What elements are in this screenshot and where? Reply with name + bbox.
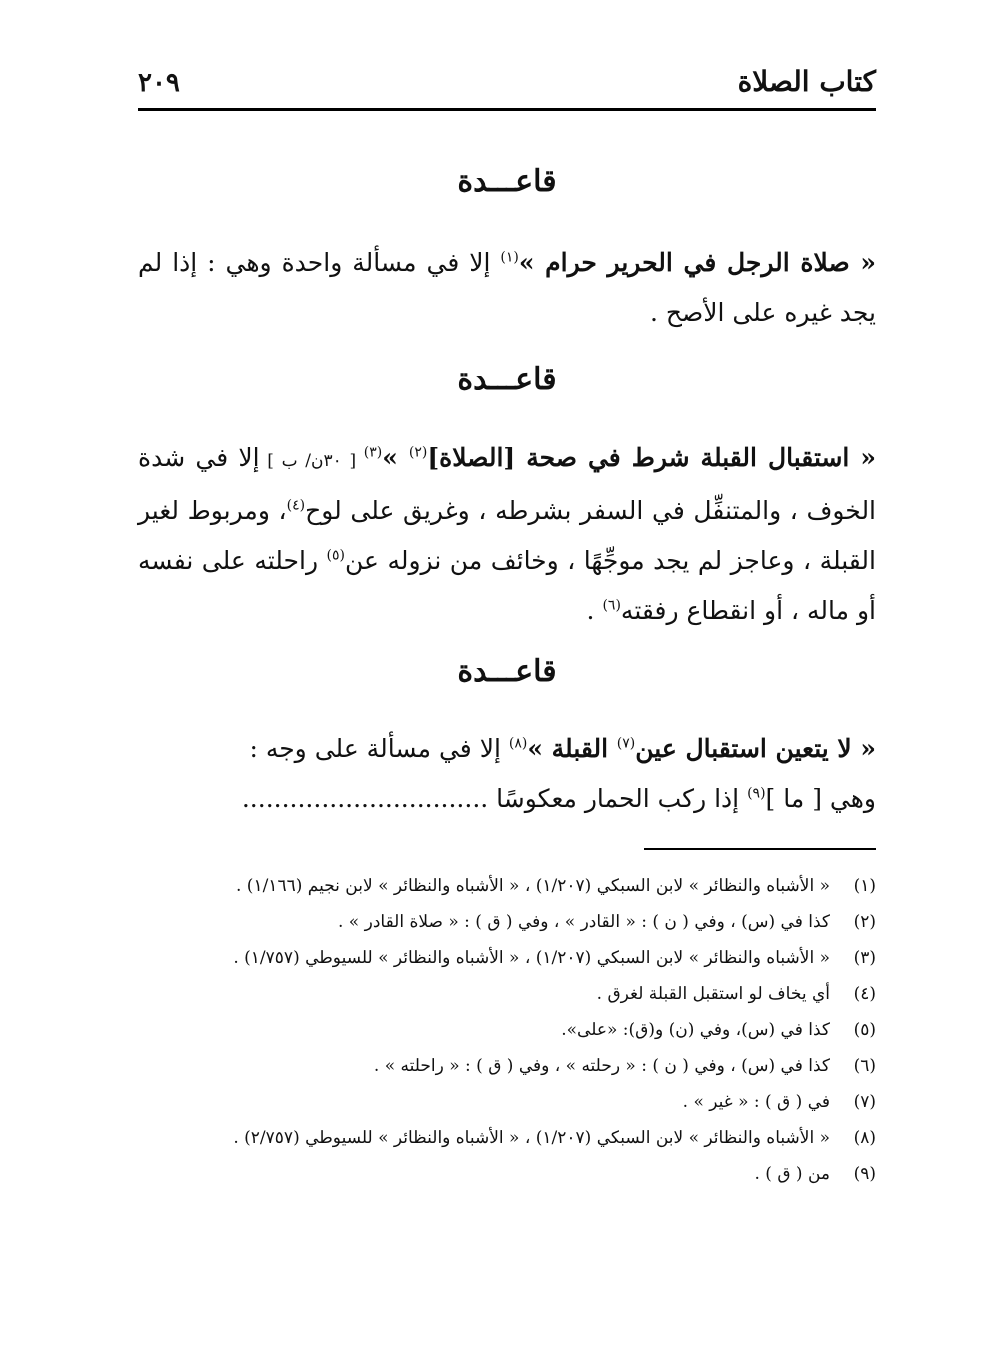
rule-paragraph bbox=[138, 238, 876, 338]
rule-paragraph bbox=[138, 433, 876, 636]
footnote-number: (٧) bbox=[853, 1092, 876, 1112]
footnote-number: (٨) bbox=[853, 1128, 876, 1148]
rule-statement: القبلة » bbox=[527, 734, 617, 763]
footnote bbox=[138, 872, 876, 908]
footnote-number: (٣) bbox=[853, 948, 876, 968]
footnote bbox=[138, 1124, 876, 1160]
running-title: كتاب الصلاة bbox=[737, 65, 876, 98]
footnote-ref[interactable]: (٧) bbox=[616, 735, 636, 752]
footnote-text: « الأشباه والنظائر » لابن السبكي (١/٢٠٧) ، « الأشباه والنظائر » لابن نجيم (١/١٦٦) . bbox=[236, 876, 830, 896]
footnote-text: « الأشباه والنظائر » لابن السبكي (١/٢٠٧) ، « الأشباه والنظائر » للسيوطي (٢/٧٥٧) . bbox=[233, 1128, 830, 1148]
footnotes bbox=[138, 872, 876, 1196]
footnote-text: كذا في (س) ، وفي ( ن ) : « القادر » ، وفي ( ق ) : « صلاة القادر » . bbox=[338, 912, 830, 932]
footnote bbox=[138, 1052, 876, 1088]
rule-statement: « صلاة الرجل في الحرير حرام » bbox=[518, 248, 876, 277]
footnote-ref[interactable]: (٢) bbox=[408, 444, 428, 461]
footnote-number: (٩) bbox=[853, 1164, 876, 1184]
footnote-separator bbox=[644, 848, 876, 850]
rule-text: إلا في مسألة واحدة وهي : إذا لم يجد غيره على الأصح . bbox=[138, 248, 876, 327]
footnote-ref[interactable]: (٤) bbox=[286, 497, 306, 514]
footnote bbox=[138, 944, 876, 980]
footnote bbox=[138, 980, 876, 1016]
footnote-text: « الأشباه والنظائر » لابن السبكي (١/٢٠٧) ، « الأشباه والنظائر » للسيوطي (١/٧٥٧) . bbox=[233, 948, 830, 968]
footnote bbox=[138, 1160, 876, 1196]
footnote-ref[interactable]: (٩) bbox=[747, 785, 766, 802]
header-rule bbox=[138, 108, 876, 111]
section-heading: قاعـــدة bbox=[457, 362, 557, 397]
footnote-number: (٥) bbox=[853, 1020, 876, 1040]
footnote-ref[interactable]: (٣) bbox=[363, 444, 383, 461]
rule-statement: « لا يتعين استقبال عين bbox=[635, 734, 876, 763]
footnote-number: (١) bbox=[853, 876, 876, 896]
footnote-text: أي يخاف لو استقبل القبلة لغرق . bbox=[596, 984, 830, 1004]
footnote-ref[interactable]: (١) bbox=[500, 249, 519, 266]
footnote-number: (٤) bbox=[853, 984, 876, 1004]
footnote-text: في ( ق ) : « غير » . bbox=[682, 1092, 830, 1112]
folio-marker: [ ٣٠ن/ ب ] bbox=[259, 451, 364, 471]
section-heading: قاعـــدة bbox=[457, 164, 557, 199]
footnote-number: (٢) bbox=[853, 912, 876, 932]
rule-text: . bbox=[586, 596, 603, 625]
footnote bbox=[138, 1088, 876, 1124]
footnote-text: من ( ق ) . bbox=[754, 1164, 830, 1184]
rule-line bbox=[138, 724, 876, 774]
rule-text: ، ومربوط لغير القبلة ، وعاجز لم يجد موجِّهًا ، وخائف من نزوله عن bbox=[138, 496, 876, 575]
rule-text: وهي [ ما ] bbox=[765, 784, 876, 813]
page-number: ٢٠٩ bbox=[138, 68, 180, 98]
footnote-ref[interactable]: (٥) bbox=[326, 547, 346, 564]
rule-text: إلا في مسألة على وجه : bbox=[249, 734, 509, 763]
rule-text: راحلته على نفسه أو ماله ، أو انقطاع رفقته bbox=[138, 546, 876, 625]
footnote bbox=[138, 908, 876, 944]
footnote bbox=[138, 1016, 876, 1052]
footnote-number: (٦) bbox=[853, 1056, 876, 1076]
rule-text: إذا ركب الحمار معكوسًا ............................... bbox=[241, 784, 748, 813]
footnote-text: كذا في (س)، وفي (ن) و(ق): «على». bbox=[561, 1020, 830, 1040]
rule-paragraph bbox=[138, 724, 876, 824]
footnote-ref[interactable]: (٦) bbox=[602, 597, 621, 614]
footnote-ref[interactable]: (٨) bbox=[508, 735, 528, 752]
section-heading: قاعـــدة bbox=[457, 654, 557, 689]
rule-line bbox=[138, 774, 876, 824]
rule-statement: « استقبال القبلة شرط في صحة [الصلاة] bbox=[427, 443, 876, 472]
page-header bbox=[138, 58, 876, 98]
footnote-text: كذا في (س) ، وفي ( ن ) : « رحلته » ، وفي ( ق ) : « راحلته » . bbox=[373, 1056, 830, 1076]
rule-text: إلا في شدة الخوف ، والمتنفِّل في السفر بشرطه ، وغريق على لوح bbox=[138, 443, 877, 525]
rule-statement-close: » bbox=[382, 443, 409, 472]
